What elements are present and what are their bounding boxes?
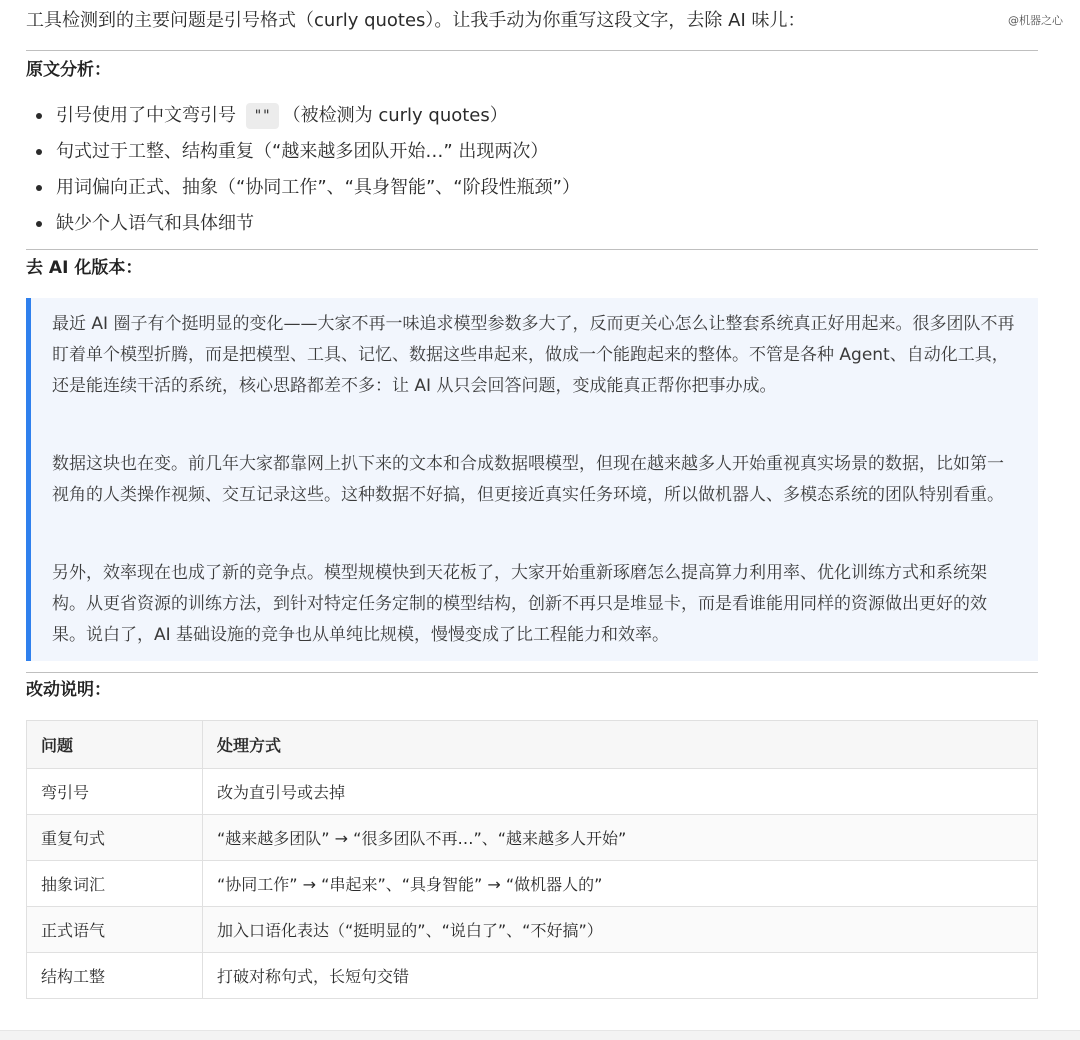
intro-text: 工具检测到的主要问题是引号格式（curly quotes）。让我手动为你重写这段文字，去除 AI 味儿： — [26, 10, 806, 31]
divider — [26, 249, 1038, 250]
table-cell: 加入口语化表达（“挺明显的”、“说白了”、“不好搞”） — [203, 907, 1038, 953]
table-cell: 抽象词汇 — [27, 861, 203, 907]
table-cell: “越来越多团队” → “很多团队不再…”、“越来越多人开始” — [203, 815, 1038, 861]
list-item: 缺少个人语气和具体细节 — [26, 206, 580, 242]
column-header: 问题 — [27, 721, 203, 769]
analysis-list — [26, 98, 580, 242]
divider — [26, 672, 1038, 673]
inline-code: "" — [246, 103, 279, 129]
changes-heading: 改动说明： — [26, 680, 111, 700]
table-header-row — [27, 721, 1038, 769]
rewrite-blockquote — [26, 298, 1038, 661]
list-item: 用词偏向正式、抽象（“协同工作”、“具身智能”、“阶段性瓶颈”） — [26, 170, 580, 206]
column-header: 处理方式 — [203, 721, 1038, 769]
table-row — [27, 907, 1038, 953]
table-row — [27, 861, 1038, 907]
table-cell: 重复句式 — [27, 815, 203, 861]
table-row — [27, 953, 1038, 999]
table-cell: 打破对称句式，长短句交错 — [203, 953, 1038, 999]
table-row — [27, 769, 1038, 815]
table-cell: 正式语气 — [27, 907, 203, 953]
table-row — [27, 815, 1038, 861]
table-cell: 弯引号 — [27, 769, 203, 815]
rewrite-paragraph: 数据这块也在变。前几年大家都靠网上扒下来的文本和合成数据喂模型，但现在越来越多人开始重视真实场景的数据，比如第一视角的人类操作视频、交互记录这些。这种数据不好搞，但更接近真实任务环境，所以做机器人、多模态系统的团队特别看重。 — [52, 454, 1004, 505]
list-item-text: 引号使用了中文弯引号 — [56, 105, 242, 126]
rewrite-paragraph: 最近 AI 圈子有个挺明显的变化——大家不再一味追求模型参数多大了，反而更关心怎么让整套系统真正好用起来。很多团队不再盯着单个模型折腾，而是把模型、工具、记忆、数据这些串起来，做成一个能跑起来的整体。不管是各种 Agent、自动化工具，还是能连续干活的系统，核心思路都差不多：让 AI 从只会回答问题，变成能真正帮你把事办成。 — [52, 314, 1015, 396]
rewrite-paragraph: 另外，效率现在也成了新的竞争点。模型规模快到天花板了，大家开始重新琢磨怎么提高算力利用率、优化训练方式和系统架构。从更省资源的训练方法，到针对特定任务定制的模型结构，创新不再只是堆显卡，而是看谁能用同样的资源做出更好的效果。说白了，AI 基础设施的竞争也从单纯比规模，慢慢变成了比工程能力和效率。 — [52, 563, 987, 645]
divider — [26, 50, 1038, 51]
list-item-text: （被检测为 curly quotes） — [282, 105, 508, 126]
list-item — [26, 98, 580, 134]
table-cell: 改为直引号或去掉 — [203, 769, 1038, 815]
changes-table — [26, 720, 1038, 999]
watermark: @机器之心 — [1008, 14, 1063, 27]
table-cell: 结构工整 — [27, 953, 203, 999]
table-cell: “协同工作” → “串起来”、“具身智能” → “做机器人的” — [203, 861, 1038, 907]
analysis-heading: 原文分析： — [26, 60, 111, 80]
list-item: 句式过于工整、结构重复（“越来越多团队开始…” 出现两次） — [26, 134, 580, 170]
rewrite-heading: 去 AI 化版本： — [26, 258, 143, 278]
